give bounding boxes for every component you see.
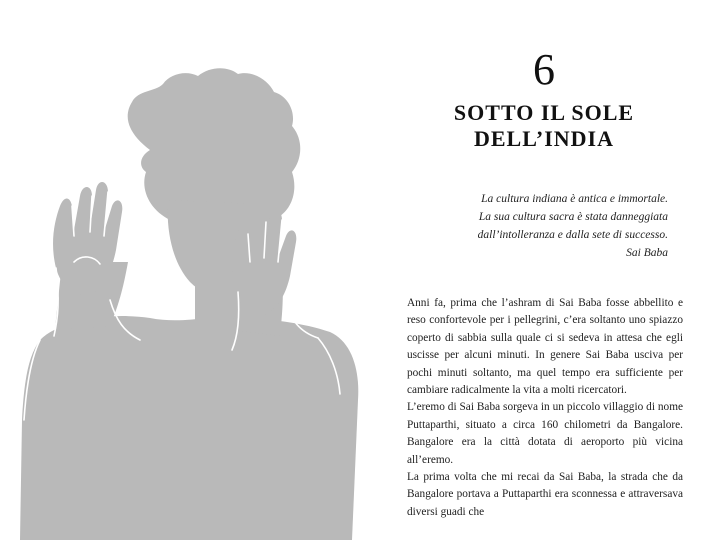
paragraph: L’eremo di Sai Baba sorgeva in un piccolo villaggio di nome Puttaparthi, situato a circa 160 chilometri da Bangalore. Bangalore era la città dotata di aeroporto più vicina all’eremo. xyxy=(407,401,683,466)
chapter-title-line: SOTTO IL SOLE xyxy=(453,100,635,125)
paragraph: La prima volta che mi recai da Sai Baba, la strada che da Bangalore portava a Puttaparthi era sconnessa e attraversava diversi guadi che xyxy=(407,471,683,518)
epigraph xyxy=(438,190,668,262)
chapter-title xyxy=(430,100,658,152)
person-silhouette xyxy=(20,68,358,540)
epigraph-attribution: Sai Baba xyxy=(626,247,668,259)
epigraph-line: La sua cultura sacra è stata danneggiata xyxy=(478,211,668,223)
body-text xyxy=(407,295,683,521)
chapter-title-line: DELL’INDIA xyxy=(473,126,614,151)
paragraph: Anni fa, prima che l’ashram di Sai Baba fosse abbellito e reso confortevole per i pellegrini, c’era soltanto uno spiazzo coperto di sabbia sulla quale ci si sedeva in attesa che egli uscisse per alcuni minuti. In genere Sai Baba usciva per pochi minuti soltanto, ma quel tempo era sufficiente per cambiare radicalmente la vita a molti ricercatori. xyxy=(407,297,683,397)
hair-shape xyxy=(128,68,301,220)
torso-shape xyxy=(20,316,358,540)
epigraph-line: dall’intolleranza e dalla sete di successo. xyxy=(477,229,668,241)
chapter-number: 6 xyxy=(533,45,555,94)
epigraph-line: La cultura indiana è antica e immortale. xyxy=(481,193,668,205)
